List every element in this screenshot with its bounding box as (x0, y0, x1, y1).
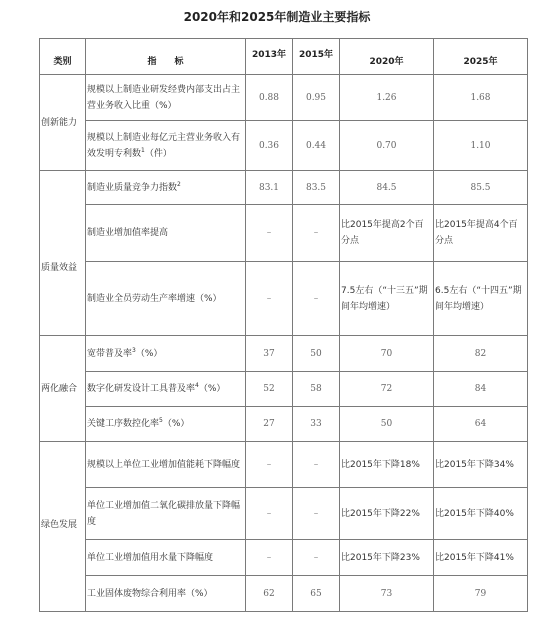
value-2020: 比2015年下降22% (340, 488, 434, 540)
value-2015: 0.44 (293, 121, 340, 171)
value-2013: – (246, 540, 293, 576)
value-2013: – (246, 205, 293, 262)
value-2025: 比2015年下降40% (434, 488, 528, 540)
indicator-text: 关键工序数控化率 (87, 419, 160, 429)
table-row (40, 205, 528, 262)
value-2013: 0.36 (246, 121, 293, 171)
value-2015: 58 (293, 372, 340, 407)
footnote-marker: 1 (141, 146, 145, 154)
header-category: 类别 (40, 39, 86, 75)
value-2015: – (293, 205, 340, 262)
value-2025: 85.5 (434, 171, 528, 205)
indicator-cell: 规模以上单位工业增加值能耗下降幅度 (86, 442, 246, 488)
value-2013: 52 (246, 372, 293, 407)
value-2013: 62 (246, 576, 293, 612)
indicator-text: 规模以上制造业每亿元主营业务收入有效发明专利数 (87, 132, 241, 159)
value-2015: – (293, 488, 340, 540)
value-2015: – (293, 262, 340, 336)
indicator-cell: 单位工业增加值二氧化碳排放量下降幅度 (86, 488, 246, 540)
value-2025: 比2015年下降34% (434, 442, 528, 488)
header-indicator: 指 标 (86, 39, 246, 75)
indicator-cell (86, 121, 246, 171)
footnote-marker: 2 (177, 180, 181, 188)
table-row (40, 262, 528, 336)
value-2020: 0.70 (340, 121, 434, 171)
value-2013: – (246, 442, 293, 488)
header-2015: 2015年 (293, 39, 340, 75)
value-2020: 73 (340, 576, 434, 612)
value-2020: 50 (340, 407, 434, 442)
indicator-cell: 工业固体废物综合利用率（%） (86, 576, 246, 612)
table-row (40, 442, 528, 488)
table-row (40, 540, 528, 576)
category-green: 绿色发展 (40, 442, 86, 612)
value-2013: – (246, 488, 293, 540)
header-row (40, 39, 528, 75)
value-2025: 比2015年提高4个百分点 (434, 205, 528, 262)
indicator-unit: （%） (198, 384, 226, 394)
value-2020: 1.26 (340, 75, 434, 121)
value-2020: 比2015年提高2个百分点 (340, 205, 434, 262)
indicator-cell (86, 171, 246, 205)
value-2015: – (293, 442, 340, 488)
table-row (40, 372, 528, 407)
value-2025: 84 (434, 372, 528, 407)
value-2015: 65 (293, 576, 340, 612)
value-2013: – (246, 262, 293, 336)
header-2025: 2025年 (434, 39, 528, 75)
value-2020: 比2015年下降18% (340, 442, 434, 488)
table-row (40, 407, 528, 442)
indicator-cell: 单位工业增加值用水量下降幅度 (86, 540, 246, 576)
value-2020: 7.5左右（“十三五”期间年均增速） (340, 262, 434, 336)
value-2020: 70 (340, 336, 434, 372)
table-row (40, 121, 528, 171)
value-2013: 27 (246, 407, 293, 442)
value-2015: 0.95 (293, 75, 340, 121)
value-2020: 72 (340, 372, 434, 407)
value-2025: 6.5左右（“十四五”期间年均增速） (434, 262, 528, 336)
footnote-marker: 5 (159, 417, 163, 424)
category-innovation: 创新能力 (40, 75, 86, 171)
value-2025: 1.68 (434, 75, 528, 121)
value-2015: – (293, 540, 340, 576)
page-title: 2020年和2025年制造业主要指标 (183, 10, 371, 24)
value-2015: 33 (293, 407, 340, 442)
value-2013: 37 (246, 336, 293, 372)
indicator-text: 数字化研发设计工具普及率 (87, 384, 196, 394)
value-2013: 83.1 (246, 171, 293, 205)
table-row (40, 576, 528, 612)
table-row (40, 171, 528, 205)
value-2025: 1.10 (434, 121, 528, 171)
value-2020: 比2015年下降23% (340, 540, 434, 576)
indicator-cell (86, 336, 246, 372)
value-2025: 79 (434, 576, 528, 612)
table-row (40, 336, 528, 372)
value-2015: 50 (293, 336, 340, 372)
category-integration: 两化融合 (40, 336, 86, 442)
indicator-unit: （%） (135, 348, 163, 359)
indicator-cell (86, 407, 246, 442)
category-quality: 质量效益 (40, 171, 86, 336)
header-2020: 2020年 (340, 39, 434, 75)
indicator-cell: 规模以上制造业研发经费内部支出占主营业务收入比重（%） (86, 75, 246, 121)
indicator-cell (86, 372, 246, 407)
value-2013: 0.88 (246, 75, 293, 121)
table-row (40, 488, 528, 540)
value-2025: 比2015年下降41% (434, 540, 528, 576)
footnote-marker: 4 (195, 382, 199, 389)
indicator-unit: （%） (162, 419, 190, 429)
indicator-unit: （件） (144, 148, 172, 159)
value-2015: 83.5 (293, 171, 340, 205)
value-2025: 82 (434, 336, 528, 372)
indicator-cell: 制造业增加值率提高 (86, 205, 246, 262)
indicator-text: 宽带普及率 (87, 348, 133, 359)
table-row (40, 75, 528, 121)
header-2013: 2013年 (246, 39, 293, 75)
indicator-table (39, 38, 528, 612)
indicator-text: 制造业质量竞争力指数 (87, 182, 178, 193)
footnote-marker: 3 (132, 346, 136, 354)
value-2020: 84.5 (340, 171, 434, 205)
indicator-cell: 制造业全员劳动生产率增速（%） (86, 262, 246, 336)
value-2025: 64 (434, 407, 528, 442)
